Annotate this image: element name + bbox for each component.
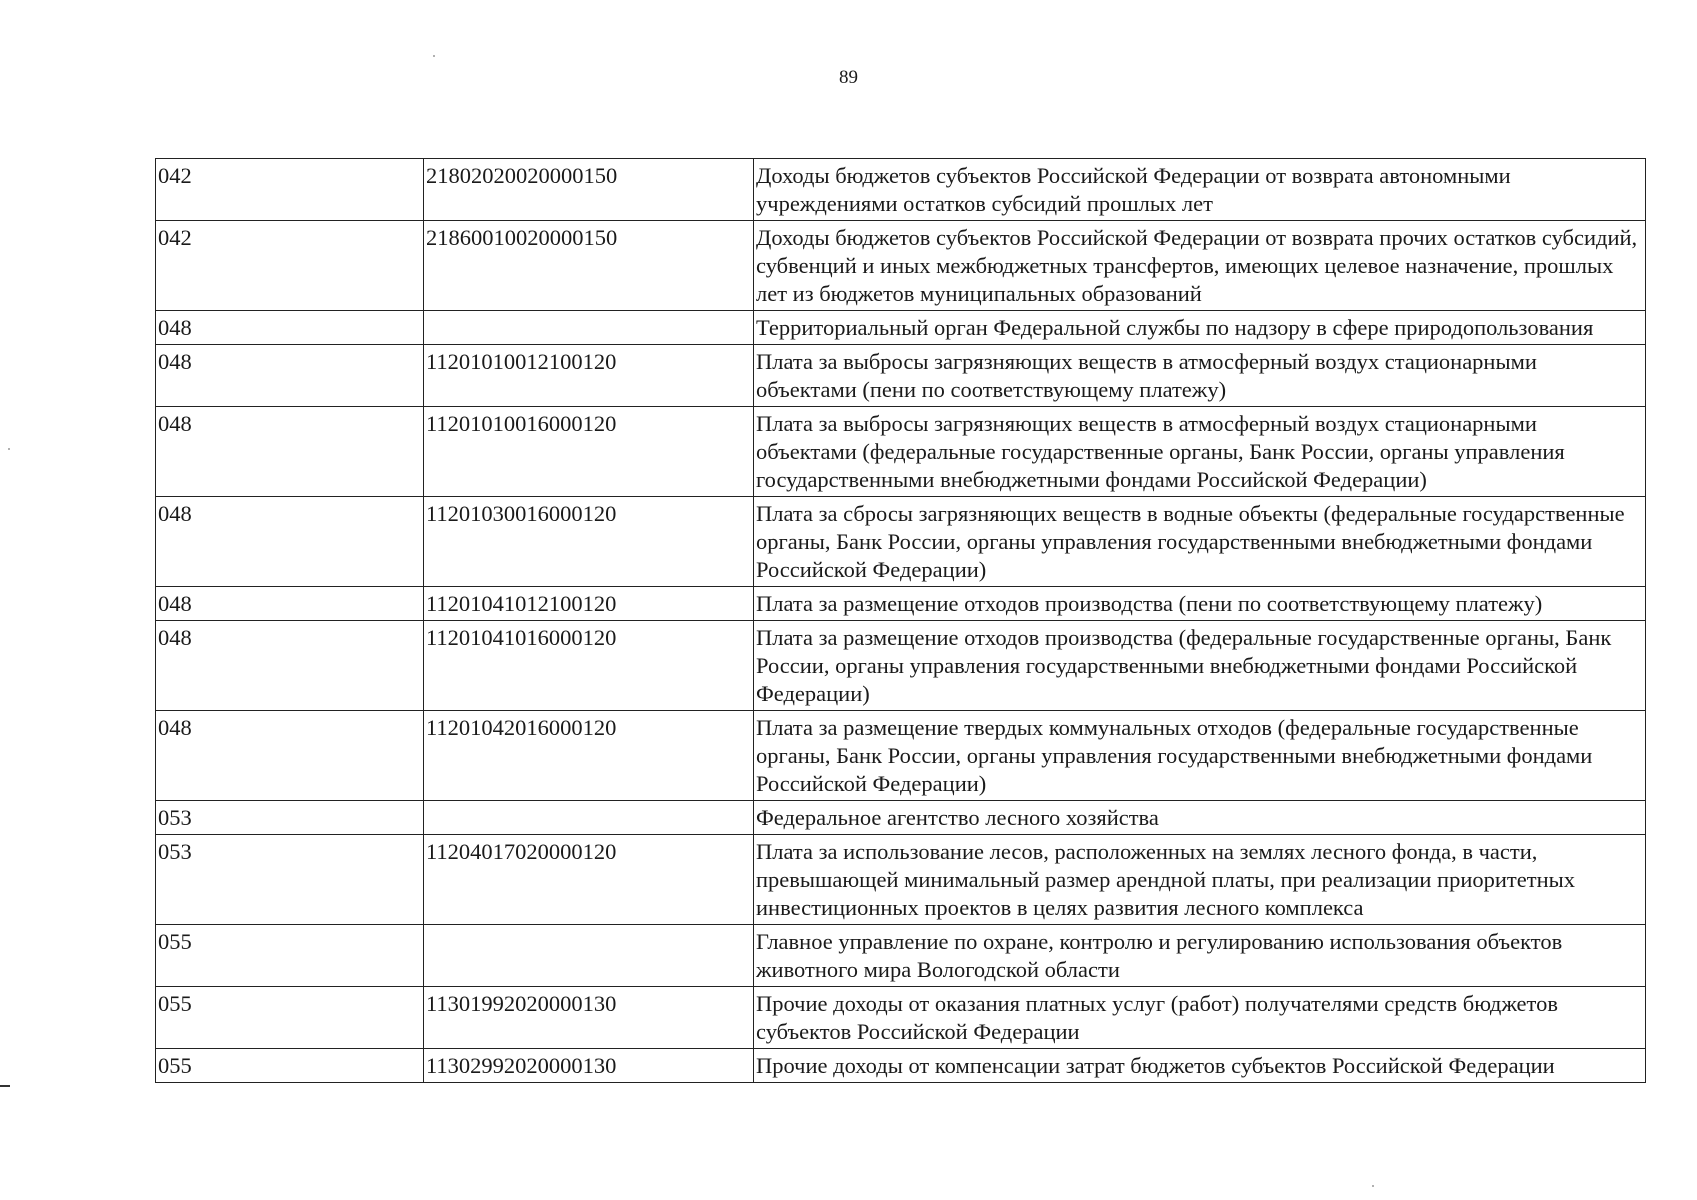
table-row bbox=[156, 311, 1646, 345]
table-row bbox=[156, 711, 1646, 801]
admin-code-cell: 048 bbox=[156, 311, 424, 345]
revenue-name-cell: Плата за выбросы загрязняющих веществ в атмосферный воздух стационарными объектами (федеральные государственные органы, Банк России, органы управления государственными внебюджетными фондами Российской Федерации) bbox=[754, 407, 1646, 497]
revenue-name-cell: Доходы бюджетов субъектов Российской Федерации от возврата прочих остатков субсидий, субвенций и иных межбюджетных трансфертов, имеющих целевое назначение, прошлых лет из бюджетов муниципальных образований bbox=[754, 221, 1646, 311]
revenue-code-cell bbox=[424, 925, 754, 987]
admin-code-cell: 053 bbox=[156, 801, 424, 835]
admin-code-cell: 055 bbox=[156, 925, 424, 987]
revenue-name-cell: Главное управление по охране, контролю и регулированию использования объектов животного мира Вологодской области bbox=[754, 925, 1646, 987]
admin-code-cell: 048 bbox=[156, 407, 424, 497]
table-row bbox=[156, 221, 1646, 311]
table-row bbox=[156, 159, 1646, 221]
scan-speck bbox=[1372, 1185, 1374, 1187]
admin-code-cell: 053 bbox=[156, 835, 424, 925]
admin-code-cell: 042 bbox=[156, 159, 424, 221]
revenue-name-cell: Плата за выбросы загрязняющих веществ в атмосферный воздух стационарными объектами (пени по соответствующему платежу) bbox=[754, 345, 1646, 407]
revenue-code-cell: 11201010012100120 bbox=[424, 345, 754, 407]
scan-edge-mark bbox=[0, 1085, 10, 1087]
table-row bbox=[156, 345, 1646, 407]
admin-code-cell: 048 bbox=[156, 345, 424, 407]
revenue-code-cell: 11201030016000120 bbox=[424, 497, 754, 587]
page-number: 89 bbox=[839, 67, 858, 88]
revenue-code-cell: 11201041016000120 bbox=[424, 621, 754, 711]
revenue-code-cell: 21860010020000150 bbox=[424, 221, 754, 311]
revenue-name-cell: Территориальный орган Федеральной службы по надзору в сфере природопользования bbox=[754, 311, 1646, 345]
scan-speck bbox=[8, 448, 10, 450]
table-row bbox=[156, 925, 1646, 987]
revenue-code-cell bbox=[424, 311, 754, 345]
table-row bbox=[156, 1049, 1646, 1083]
table-row bbox=[156, 987, 1646, 1049]
revenue-name-cell: Плата за использование лесов, расположенных на землях лесного фонда, в части, превышающей минимальный размер арендной платы, при реализации приоритетных инвестиционных проектов в целях развития лесного комплекса bbox=[754, 835, 1646, 925]
revenue-name-cell: Прочие доходы от компенсации затрат бюджетов субъектов Российской Федерации bbox=[754, 1049, 1646, 1083]
admin-code-cell: 042 bbox=[156, 221, 424, 311]
revenue-codes-table bbox=[155, 158, 1646, 1083]
table-row bbox=[156, 621, 1646, 711]
revenue-name-cell: Плата за размещение отходов производства (пени по соответствующему платежу) bbox=[754, 587, 1646, 621]
admin-code-cell: 048 bbox=[156, 587, 424, 621]
revenue-code-cell: 11201041012100120 bbox=[424, 587, 754, 621]
revenue-code-cell: 11204017020000120 bbox=[424, 835, 754, 925]
admin-code-cell: 055 bbox=[156, 1049, 424, 1083]
admin-code-cell: 048 bbox=[156, 621, 424, 711]
table-row bbox=[156, 497, 1646, 587]
admin-code-cell: 048 bbox=[156, 711, 424, 801]
table-row bbox=[156, 835, 1646, 925]
revenue-name-cell: Плата за размещение твердых коммунальных отходов (федеральные государственные органы, Банк России, органы управления государственными внебюджетными фондами Российской Федерации) bbox=[754, 711, 1646, 801]
revenue-name-cell: Плата за сбросы загрязняющих веществ в водные объекты (федеральные государственные органы, Банк России, органы управления государственными внебюджетными фондами Российской Федерации) bbox=[754, 497, 1646, 587]
table-row bbox=[156, 801, 1646, 835]
revenue-name-cell: Прочие доходы от оказания платных услуг (работ) получателями средств бюджетов субъектов Российской Федерации bbox=[754, 987, 1646, 1049]
admin-code-cell: 048 bbox=[156, 497, 424, 587]
admin-code-cell: 055 bbox=[156, 987, 424, 1049]
revenue-name-cell: Федеральное агентство лесного хозяйства bbox=[754, 801, 1646, 835]
table-row bbox=[156, 407, 1646, 497]
revenue-name-cell: Доходы бюджетов субъектов Российской Федерации от возврата автономными учреждениями остатков субсидий прошлых лет bbox=[754, 159, 1646, 221]
revenue-name-cell: Плата за размещение отходов производства (федеральные государственные органы, Банк России, органы управления государственными внебюджетными фондами Российской Федерации) bbox=[754, 621, 1646, 711]
table-row bbox=[156, 587, 1646, 621]
revenue-code-cell: 21802020020000150 bbox=[424, 159, 754, 221]
scan-speck bbox=[433, 55, 435, 57]
revenue-code-cell: 11302992020000130 bbox=[424, 1049, 754, 1083]
revenue-code-cell: 11201042016000120 bbox=[424, 711, 754, 801]
revenue-code-cell bbox=[424, 801, 754, 835]
revenue-code-cell: 11301992020000130 bbox=[424, 987, 754, 1049]
revenue-code-cell: 11201010016000120 bbox=[424, 407, 754, 497]
